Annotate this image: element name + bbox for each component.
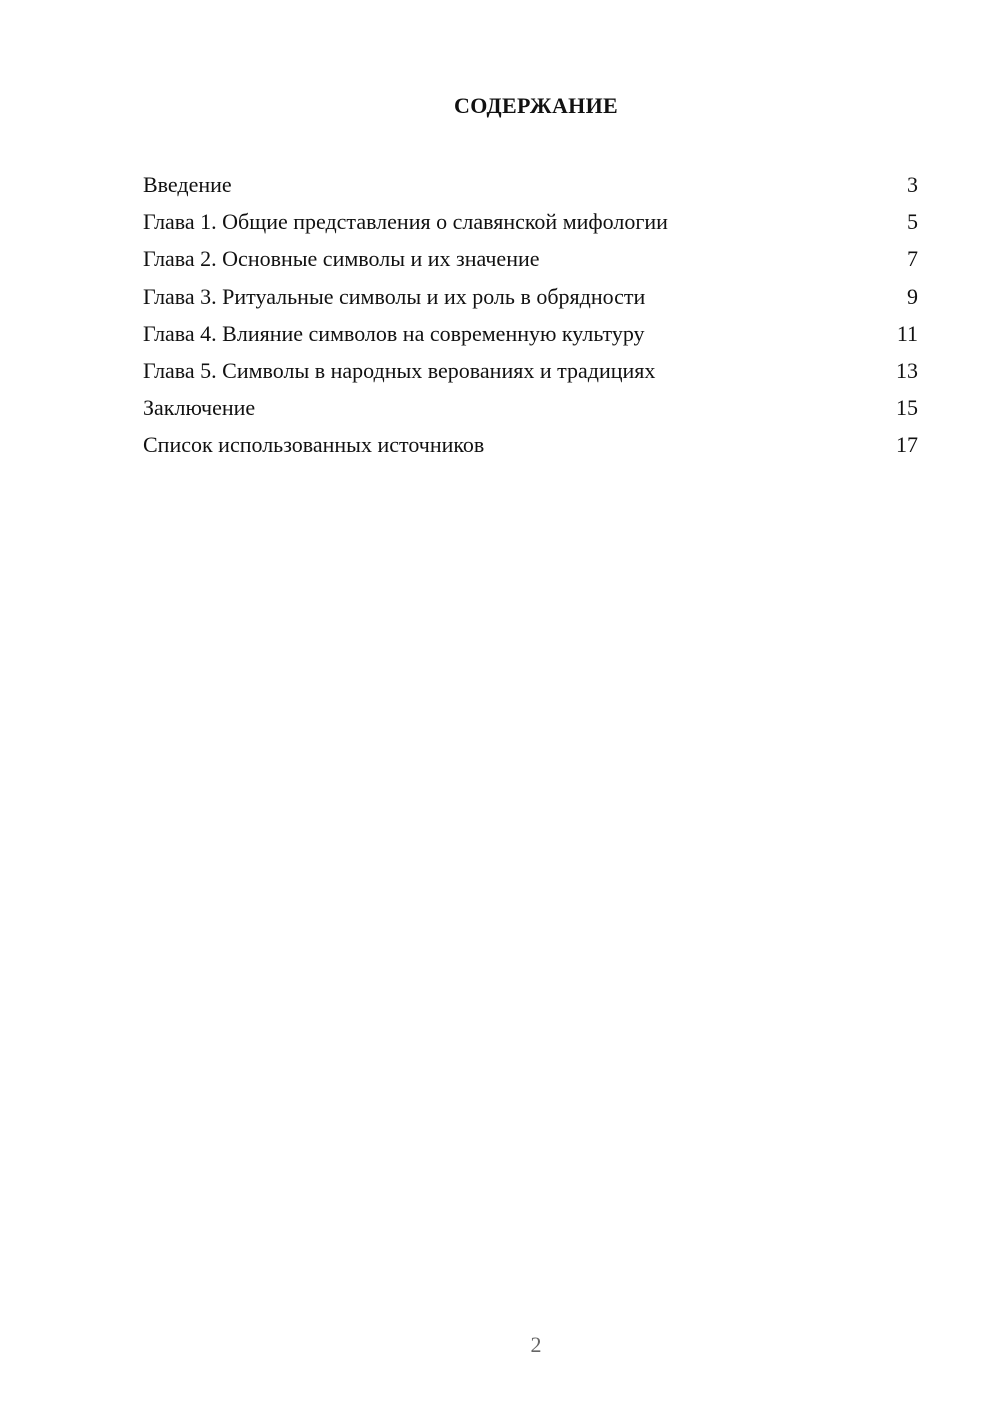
toc-item-label: Глава 3. Ритуальные символы и их роль в обрядности (143, 283, 646, 309)
page-number: 2 (530, 1332, 542, 1357)
toc-item-label: Глава 4. Влияние символов на современную культуру (143, 320, 645, 346)
toc-item-page: 7 (907, 246, 918, 272)
toc-item-chapter-3[interactable] (143, 278, 918, 315)
toc-item-page: 17 (896, 432, 918, 458)
toc-item-chapter-1[interactable] (143, 203, 918, 240)
toc-item-label: Глава 2. Основные символы и их значение (143, 246, 540, 272)
toc-item-page: 11 (896, 320, 918, 346)
toc-item-chapter-2[interactable] (143, 240, 918, 277)
toc-item-label: Введение (143, 172, 232, 197)
toc-item-page: 5 (907, 209, 918, 235)
toc-item-page: 9 (907, 283, 918, 309)
toc-item-label: Список использованных источников (143, 432, 485, 458)
toc-title: СОДЕРЖАНИЕ (454, 93, 618, 118)
toc-item-introduction[interactable] (143, 166, 918, 203)
toc-item-conclusion[interactable] (143, 389, 918, 426)
toc-item-chapter-5[interactable] (143, 352, 918, 389)
toc-item-chapter-4[interactable] (143, 315, 918, 352)
toc-list (143, 166, 918, 464)
toc-item-label: Глава 5. Символы в народных верованиях и традициях (143, 357, 656, 383)
toc-item-references[interactable] (143, 426, 918, 463)
toc-item-page: 13 (896, 357, 918, 383)
toc-item-page: 15 (896, 395, 918, 421)
toc-item-label: Глава 1. Общие представления о славянской мифологии (143, 209, 668, 235)
toc-item-label: Заключение (143, 395, 256, 421)
toc-item-page: 3 (907, 172, 918, 197)
